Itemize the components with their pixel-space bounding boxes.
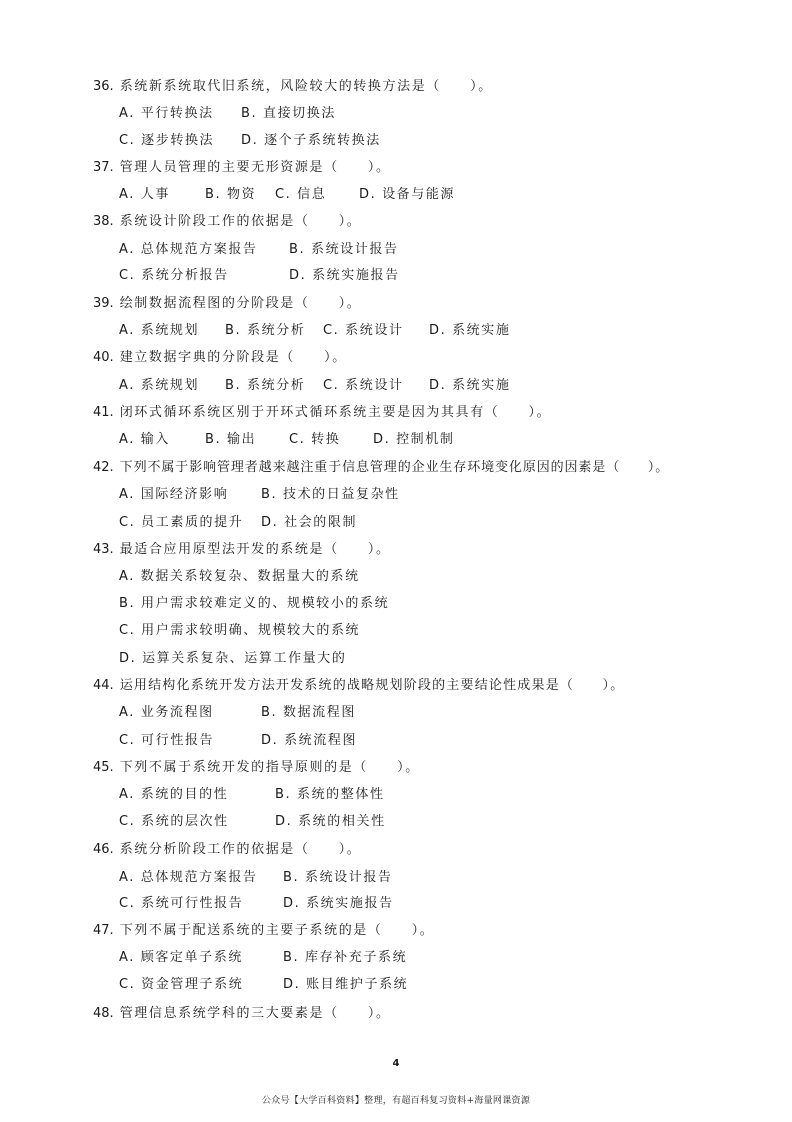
question-39: [93, 296, 361, 312]
option-d: D. 系统实施: [429, 378, 511, 393]
question-text: 系统设计阶段工作的依据是（ ）。: [119, 214, 362, 229]
option-c: C. 系统的层次性: [119, 814, 229, 829]
question-text: 管理信息系统学科的三大要素是（ ）。: [119, 1006, 391, 1021]
option-b: B. 系统分析: [225, 378, 306, 393]
question-text: 下列不属于影响管理者越来越注重于信息管理的企业生存环境变化原因的因素是（ ）。: [119, 460, 670, 475]
option-a: A. 系统规划: [119, 323, 200, 338]
question-45: [93, 760, 420, 776]
question-36: [93, 79, 493, 95]
option-a: A. 系统的目的性: [119, 787, 229, 802]
page-number: 4: [392, 1058, 400, 1069]
option-d: D. 社会的限制: [261, 515, 358, 530]
question-text: 系统新系统取代旧系统，风险较大的转换方法是（ ）。: [119, 79, 493, 94]
option-b: B. 输出: [205, 432, 257, 447]
question-number: 42.: [93, 460, 114, 475]
option-a: A. 国际经济影响: [119, 487, 229, 502]
option-d: D. 设备与能源: [359, 187, 456, 202]
option-a: A. 总体规范方案报告: [119, 870, 258, 885]
question-text: 运用结构化系统开发方法开发系统的战略规划阶段的主要结论性成果是（ ）。: [119, 678, 625, 693]
question-number: 46.: [93, 842, 114, 857]
option-d: D. 系统的相关性: [275, 814, 386, 829]
question-number: 43.: [93, 542, 114, 557]
question-number: 44.: [93, 678, 114, 693]
question-number: 37.: [93, 160, 114, 175]
option-c: C. 转换: [289, 432, 341, 447]
option-b: B. 系统设计报告: [289, 242, 399, 257]
option-c: C. 逐步转换法: [119, 133, 215, 148]
question-text: 最适合应用原型法开发的系统是（ ）。: [119, 542, 391, 557]
question-number: 48.: [93, 1006, 114, 1021]
question-43: [93, 542, 391, 558]
question-text: 建立数据字典的分阶段是（ ）。: [119, 350, 347, 365]
question-41: [93, 405, 551, 421]
option-a: A. 输入: [119, 432, 170, 447]
question-text: 闭环式循环系统区别于开环式循环系统主要是因为其具有（ ）。: [119, 405, 552, 420]
option-d: D. 系统实施报告: [283, 896, 394, 911]
option-b: B. 系统设计报告: [283, 870, 393, 885]
question-number: 45.: [93, 760, 114, 775]
question-47: [93, 923, 434, 939]
question-42: [93, 460, 669, 476]
option-c: C. 系统设计: [323, 323, 404, 338]
question-37: [93, 160, 391, 176]
option-c: C. 用户需求较明确、规模较大的系统: [119, 623, 361, 638]
option-c: C. 信息: [275, 187, 327, 202]
question-46: [93, 842, 361, 858]
option-c: C. 资金管理子系统: [119, 977, 244, 992]
footer-text: 公众号【大学百科资料】整理，有超百科复习资料+海量网课资源: [261, 1096, 531, 1106]
option-b: B. 直接切换法: [241, 106, 336, 121]
option-c: C. 可行性报告: [119, 733, 215, 748]
option-b: B. 系统分析: [225, 323, 306, 338]
option-d: D. 账目维护子系统: [283, 977, 409, 992]
question-number: 36.: [93, 79, 114, 94]
option-b: B. 库存补充子系统: [283, 950, 408, 965]
question-38: [93, 214, 361, 230]
option-a: A. 业务流程图: [119, 705, 214, 720]
question-40: [93, 350, 347, 366]
question-48: [93, 1006, 391, 1022]
question-text: 下列不属于配送系统的主要子系统的是（ ）。: [119, 923, 435, 938]
option-a: A. 顾客定单子系统: [119, 950, 243, 965]
option-c: C. 员工素质的提升: [119, 515, 244, 530]
option-c: C. 系统分析报告: [119, 268, 229, 283]
question-number: 38.: [93, 214, 114, 229]
question-text: 绘制数据流程图的分阶段是（ ）。: [119, 296, 362, 311]
option-b: B. 系统的整体性: [275, 787, 385, 802]
question-number: 41.: [93, 405, 114, 420]
option-d: D. 系统流程图: [261, 733, 358, 748]
question-44: [93, 678, 624, 694]
option-a: A. 数据关系较复杂、数据量大的系统: [119, 569, 360, 584]
option-b: B. 用户需求较难定义的、规模较小的系统: [119, 596, 390, 611]
question-text: 下列不属于系统开发的指导原则的是（ ）。: [119, 760, 420, 775]
option-d: D. 系统实施报告: [289, 268, 400, 283]
question-number: 39.: [93, 296, 114, 311]
option-b: B. 技术的日益复杂性: [261, 487, 400, 502]
option-b: B. 物资: [205, 187, 257, 202]
option-c: C. 系统设计: [323, 378, 404, 393]
option-d: D. 逐个子系统转换法: [241, 133, 381, 148]
option-d: D. 运算关系复杂、运算工作量大的: [119, 651, 347, 666]
option-a: A. 人事: [119, 187, 170, 202]
option-d: D. 系统实施: [429, 323, 511, 338]
question-number: 40.: [93, 350, 114, 365]
option-a: A. 总体规范方案报告: [119, 242, 258, 257]
question-text: 系统分析阶段工作的依据是（ ）。: [119, 842, 362, 857]
option-d: D. 控制机制: [373, 432, 455, 447]
option-a: A. 系统规划: [119, 378, 200, 393]
option-b: B. 数据流程图: [261, 705, 356, 720]
option-a: A. 平行转换法: [119, 106, 214, 121]
question-text: 管理人员管理的主要无形资源是（ ）。: [119, 160, 391, 175]
question-number: 47.: [93, 923, 114, 938]
option-c: C. 系统可行性报告: [119, 896, 244, 911]
